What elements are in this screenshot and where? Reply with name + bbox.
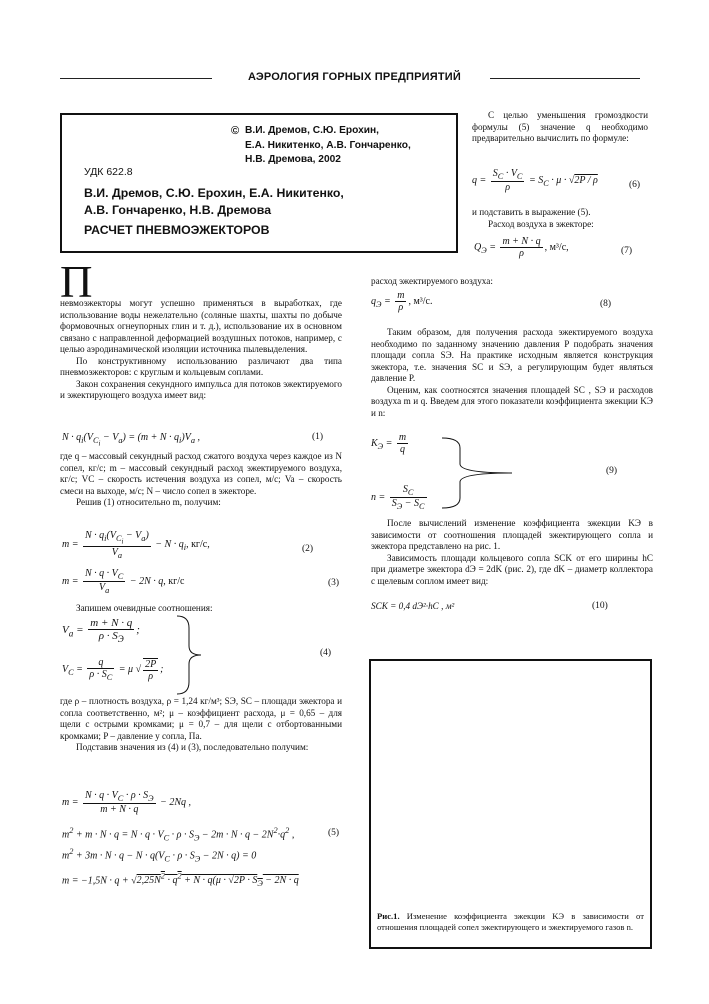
equation-unit: , м³/с, (544, 241, 569, 253)
paragraph: Решив (1) относительно m, получим: (76, 497, 221, 508)
authors-line: В.И. Дремов, С.Ю. Ерохин, Е.А. Никитенко, (84, 186, 344, 200)
equation-6: q = $\frac{S_C \cdot V_C}{\rho}$ = $S_C \cdot \mu \cdot √2P / \rho$ (472, 168, 598, 193)
paragraph: Расход воздуха в эжекторе: (488, 218, 594, 229)
equation-9b: n = $\frac{S_C}{S_Э - S_C}$ (371, 484, 425, 511)
copyright-line: Е.А. Никитенко, А.В. Гончаренко, (245, 139, 411, 151)
copyright-line: Н.В. Дремова, 2002 (245, 154, 341, 165)
brace-4 (175, 614, 205, 696)
equation-unit: , кг/с, (186, 539, 210, 551)
paragraph: Таким образом, для получения расхода эжектируемого воздуха необходимо по заданному значению давления P подобрать значения площади сопла SЭ. На практике исходным является конструкция эжектора, т.е. значения SC и SЭ, а регулирующим будет являться давление P. (371, 327, 653, 384)
article-title: РАСЧЕТ ПНЕВМОЭЖЕКТОРОВ (84, 223, 270, 237)
authors-line: А.В. Гончаренко, Н.В. Дремова (84, 203, 272, 217)
paragraph: Зависимость площади кольцевого сопла SCK от его ширины hC при диаметре эжектора dЭ = 2dK (рис. 2), где dK – диаметр коллектора с щелевым соплом имеет вид: (371, 552, 653, 586)
equation-5d: $m = -1,5N \cdot q + √2,25N^2 \cdot q^2 + N \cdot q(\mu \cdot √2P \cdot S_Э - 2N \cdot q$ (62, 872, 299, 889)
authors (84, 185, 344, 219)
equation-number: (4) (320, 648, 332, 658)
figure-caption-label: Рис.1. (377, 911, 400, 921)
equation-number: (10) (592, 601, 608, 611)
right-intro (472, 110, 648, 145)
figure-1 (369, 659, 652, 949)
paragraph: С целью уменьшения громоздкости формулы (5) значение q необходимо предварительно вычислить по формуле: (472, 110, 648, 144)
paragraph: расход эжектируемого воздуха: (371, 276, 493, 286)
equation-1: $N \cdot q_i(V_{C_i} - V_a) = (m + N \cdot q_i)V_a$ , (62, 432, 200, 448)
equation-number: (8) (600, 299, 612, 309)
right-text-2 (371, 327, 653, 419)
udk-code: УДК 622.8 (84, 166, 133, 178)
paragraph: Подставив значения из (4) и (3), последовательно получим: (76, 742, 309, 753)
copyright-line: В.И. Дремов, С.Ю. Ерохин, (245, 125, 379, 136)
right-text-3 (371, 518, 653, 587)
equation-unit: , м³/с. (408, 295, 433, 307)
equation-2: m = $\frac{N \cdot q_i(V_{C_i} - V_a)}{V_a}$ − $N \cdot q_i$, кг/с, (62, 530, 210, 560)
paragraph: По конструктивному использованию различают два типа пневмоэжекторов: с круглым и кольцевым соплами. (60, 355, 342, 378)
equation-5a: m = $\frac{N \cdot q \cdot V_C \cdot \rho \cdot S_Э}{m + N \cdot q}$ − 2Nq , (62, 790, 192, 815)
figure-caption (377, 911, 644, 933)
equation-8: $q_Э$ = $\frac{m}{\rho}$ , м³/с. (371, 290, 433, 313)
left-text-4 (60, 696, 342, 754)
equation-number: (3) (328, 578, 340, 588)
equation-number: (1) (312, 432, 324, 442)
equation-number: (2) (302, 544, 314, 554)
drop-cap: П (60, 257, 93, 307)
equation-3: m = $\frac{N \cdot q \cdot V_C}{V_a}$ − 2N · q, кг/с (62, 568, 185, 595)
paragraph: Оценим, как соотносятся значения площадей SC , SЭ и расходов воздуха m и q. Введем для этого показатели коэффициента эжекции KЭ и n: (371, 384, 653, 418)
right-text-1 (371, 276, 653, 288)
paragraph: Закон сохранения секундного импульса для потоков эжектируемого и эжектирующего воздуха имеет вид: (60, 378, 342, 401)
equation-number: (7) (621, 246, 633, 256)
equation-4b: $V_C$ = $\frac{q}{\rho \cdot S_C}$ = μ √ $\frac{2P}{\rho}$ ; (62, 657, 164, 682)
equation-10: SCK = 0,4 dЭ²·hC , м² (371, 601, 455, 611)
equation-unit: , кг/с (163, 575, 185, 587)
paragraph: Запишем очевидные соотношения: (76, 603, 213, 613)
paragraph: невмоэжекторы могут успешно применяться в выработках, где использование воды нежелательно (соляные шахты, шахты по добыче формовочных огнеупорных глин и т. д.), использование их в основном связано с направленной деформацией воздушных потоков, например, с целью аэродинамической изоляции источника пылевыделения. (60, 298, 342, 355)
paragraph: После вычислений изменение коэффициента эжекции KЭ в зависимости от соотношения площадей эжектирующего сопла и эжектора представлено на рис. 1. (371, 518, 653, 552)
left-text-1 (60, 298, 342, 402)
equation-number: (6) (629, 180, 641, 190)
left-text-2 (60, 451, 342, 509)
equation-4a: $V_a$ = $\frac{m + N \cdot q}{\rho \cdot S_Э}$ ; (62, 617, 140, 645)
header-rule-right (490, 78, 640, 79)
figure-1-graphic-area (377, 667, 644, 867)
copyright-block (231, 124, 411, 168)
equation-5b: $m^2 + m \cdot N \cdot q = N \cdot q \cdot V_C \cdot \rho \cdot S_Э - 2m \cdot N \cdot q - 2N^2\cdot q^2$ , (62, 826, 295, 843)
title-box (60, 113, 458, 253)
paragraph: где q – массовый секундный расход сжатого воздуха через каждое из N сопел, кг/с; m – массовый секундный расход эжектируемого воздуха, кг/с; VC – скорость истечения воздуха из сопел, м/с; Va – скорость смеси на выходе, м/с; N – число сопел в эжекторе. (60, 451, 342, 496)
equation-5c: $m^2 + 3m \cdot N \cdot q - N \cdot q(V_C \cdot \rho \cdot S_Э - 2N \cdot q) = 0$ (62, 847, 257, 864)
equation-number: (5) (328, 828, 340, 838)
figure-caption-text: Изменение коэффициента эжекции KЭ в зависимости от отношения площадей сопел эжектирующего и эжектируемого газов n. (377, 911, 644, 932)
equation-7: $Q_Э$ = $\frac{m + N \cdot q}{\rho}$ , м³/с, (474, 236, 569, 259)
copyright-symbol: © (231, 125, 240, 137)
journal-section-title: АЭРОЛОГИЯ ГОРНЫХ ПРЕДПРИЯТИЙ (247, 71, 462, 83)
left-text-3 (60, 603, 342, 615)
paragraph: где ρ – плотность воздуха, ρ = 1,24 кг/м³; SЭ, SC – площади эжектора и сопла соответственно, м²; μ – коэффициент расхода, μ = 0,65 – для щели с острыми кромками; μ = 0,7 – для щели с отбортованными кромками; P – давление у сопла, Па. (60, 696, 342, 741)
equation-9a: $K_Э$ = $\frac{m}{q}$ (371, 432, 407, 455)
right-para (472, 207, 648, 230)
paragraph: и подставить в выражение (5). (472, 207, 591, 217)
brace-9 (440, 436, 520, 510)
equation-number: (9) (606, 466, 618, 476)
